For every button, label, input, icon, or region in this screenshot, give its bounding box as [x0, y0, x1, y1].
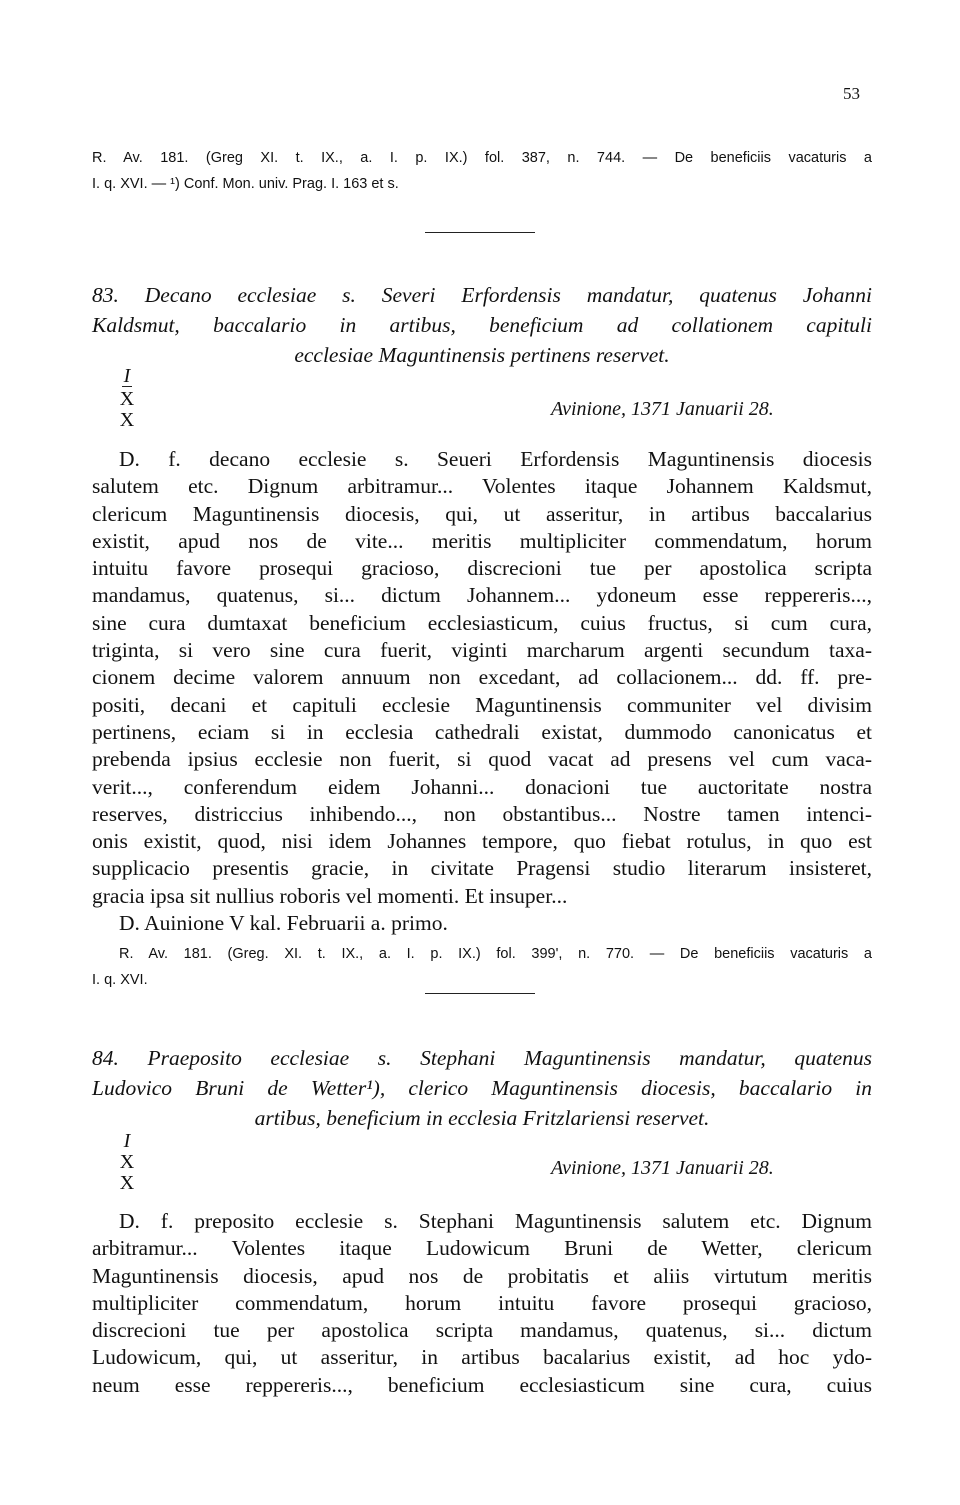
body-line: D. f. preposito ecclesie s. Stephani Maguntinensis salutem etc. Dignum: [119, 1209, 872, 1233]
body-line: existit, apud nos de vite... meritis multipliciter commendatum, horum: [92, 528, 872, 553]
regest-line: ecclesiae Maguntinensis pertinens reservet.: [294, 343, 670, 367]
body-line: salutem etc. Dignum arbitramur... Volentes itaque Johannem Kaldsmut,: [92, 474, 872, 499]
register-marks-84: [117, 1131, 137, 1194]
mark: X: [119, 1172, 135, 1194]
body-line: positi, decani et capituli ecclesie Maguntinensis communiter vel divisim: [92, 692, 872, 717]
body-line: mandamus, quatenus, si... dictum Johannem... ydoneum esse reppereris...,: [92, 583, 872, 608]
mark: X: [119, 409, 135, 431]
mark: X: [119, 1151, 135, 1173]
source-note-83: [92, 941, 872, 993]
footnote-line: I. q. XVI. — ¹) Conf. Mon. univ. Prag. I. 163 et s.: [92, 176, 399, 192]
mark: X: [119, 388, 135, 410]
regest-line: Kaldsmut, baccalario in artibus, beneficium ad collationem capituli: [92, 313, 872, 337]
regest-83: [92, 280, 872, 370]
dateline-84: Avinione, 1371 Januarii 28.: [551, 1157, 774, 1179]
page-number: 53: [843, 84, 860, 103]
body-line: D. f. decano ecclesie s. Seueri Erfordensis Maguntinensis diocesis: [119, 447, 872, 471]
source-line: I. q. XVI.: [92, 972, 148, 988]
body-line: clericum Maguntinensis diocesis, qui, ut asseritur, in artibus baccalarius: [92, 501, 872, 526]
register-marks-83: [117, 366, 137, 431]
footnote-top: [92, 145, 872, 197]
body-line: intuitu favore prosequi gracioso, discrecioni tue per apostolica scripta: [92, 556, 872, 581]
separator-rule: [425, 993, 535, 994]
body-line: Ludowicum, qui, ut asseritur, in artibus bacalarius existit, ad hoc ydo-: [92, 1345, 872, 1370]
mark: I: [123, 1130, 131, 1152]
body-line: triginta, si vero sine cura fuerit, viginti marcharum argenti secundum taxa-: [92, 638, 872, 663]
footnote-line: R. Av. 181. (Greg XI. t. IX., a. I. p. IX.) fol. 387, n. 744. — De beneficiis vacaturis a: [92, 150, 872, 166]
text-body-84: [92, 1208, 872, 1399]
regest-line: 84. Praeposito ecclesiae s. Stephani Maguntinensis mandatur, quatenus: [92, 1046, 872, 1070]
body-line: arbitramur... Volentes itaque Ludowicum Bruni de Wetter, clericum: [92, 1236, 872, 1261]
separator-rule: [425, 232, 535, 233]
body-line: Maguntinensis diocesis, apud nos de probitatis et aliis virtutum meritis: [92, 1263, 872, 1288]
body-line: prebenda ipsius ecclesie non fuerit, si quod vacat ad presens vel cum vaca-: [92, 747, 872, 772]
regest-84: [92, 1043, 872, 1133]
regest-line: 83. Decano ecclesiae s. Severi Erfordensis mandatur, quatenus Johanni: [92, 283, 872, 307]
mark: I: [123, 365, 131, 387]
body-line: D. Auinione V kal. Februarii a. primo.: [119, 911, 448, 936]
body-line: cionem decime valorem annuum non excedant, ad collacionem... dd. ff. pre-: [92, 665, 872, 690]
body-line: reserves, districcius inhibendo..., non obstantibus... Nostre tamen intenci-: [92, 801, 872, 826]
body-line: sine cura dumtaxat beneficium ecclesiasticum, cuius fructus, si cum cura,: [92, 610, 872, 635]
body-line: gracia ipsa sit nullius roboris vel momenti. Et insuper...: [92, 883, 568, 908]
body-line: pertinens, eciam si in ecclesia cathedrali existat, dummodo canonicatus et: [92, 719, 872, 744]
body-line: verit..., conferendum eidem Johanni... donacioni tue auctoritate nostra: [92, 774, 872, 799]
source-line: R. Av. 181. (Greg. XI. t. IX., a. I. p. IX.) fol. 399', n. 770. — De beneficiis vacaturis a: [119, 946, 872, 962]
body-line: neum esse reppereris..., beneficium ecclesiasticum sine cura, cuius: [92, 1372, 872, 1397]
regest-line: artibus, beneficium in ecclesia Fritzlariensi reservet.: [254, 1106, 710, 1130]
dateline-83: Avinione, 1371 Januarii 28.: [551, 398, 774, 420]
body-line: multipliciter commendatum, horum intuitu favore prosequi gracioso,: [92, 1290, 872, 1315]
body-line: onis existit, quod, nisi idem Johannes tempore, quo fiebat rotulus, in quo est: [92, 829, 872, 854]
body-line: supplicacio presentis gracie, in civitate Pragensi studio literarum insisteret,: [92, 856, 872, 881]
body-line: discrecioni tue per apostolica scripta mandamus, quatenus, si... dictum: [92, 1318, 872, 1343]
text-body-83: [92, 446, 872, 937]
regest-line: Ludovico Bruni de Wetter¹), clerico Maguntinensis diocesis, baccalario in: [92, 1076, 872, 1100]
